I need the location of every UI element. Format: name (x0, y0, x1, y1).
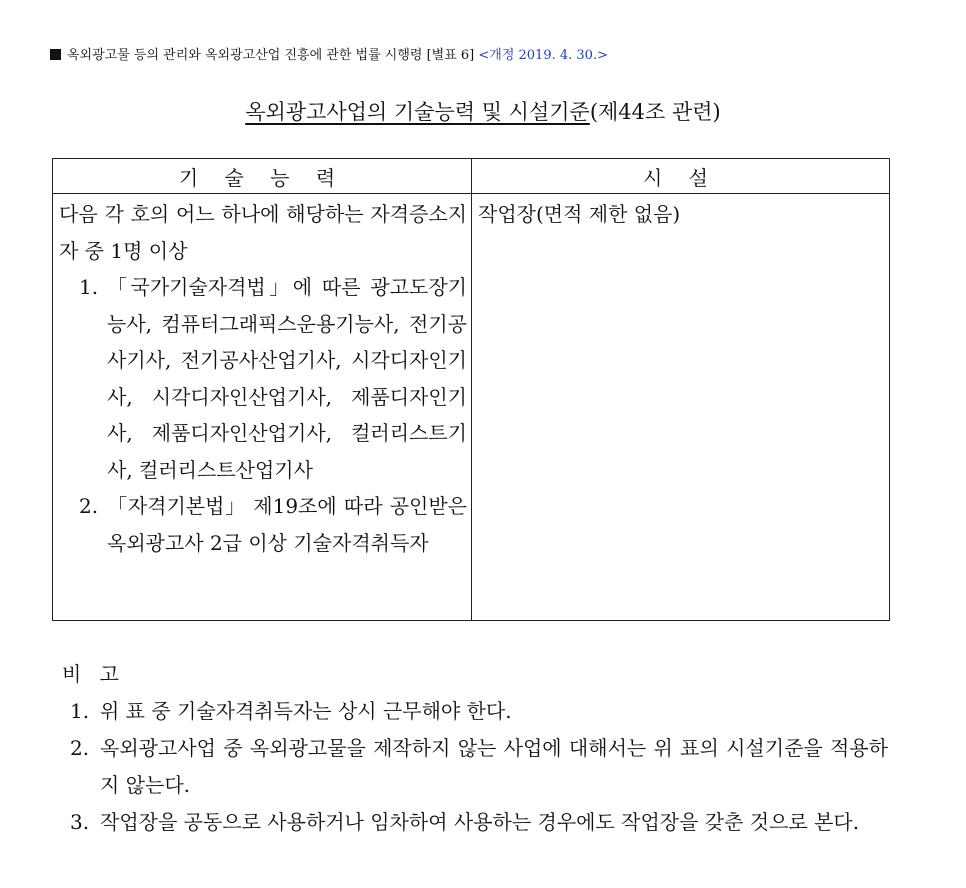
list-item-text: 「국가기술자격법」에 따른 광고도장기능사, 컴퓨터그래픽스운용기능사, 전기공사기사, 전기공사산업기사, 시각디자인기사, 시각디자인산업기사, 제품디자인기사, 제품디자인산업기사, 컬러리스트기사, 컬러리스트산업기사 (107, 275, 467, 482)
remark-text: 작업장을 공동으로 사용하거나 임차하여 사용하는 경우에도 작업장을 갖춘 것으로 본다. (100, 810, 860, 834)
remarks-section (62, 656, 888, 841)
table-header-row (53, 159, 890, 194)
remark-number: 2. (70, 736, 90, 760)
list-item-number: 2. (79, 494, 99, 518)
remark-item (62, 730, 888, 804)
facility-text: 작업장(면적 제한 없음) (478, 202, 681, 226)
law-reference: 옥외광고물 등의 관리와 옥외광고산업 진흥에 관한 법률 시행령 [별표 6] (67, 48, 475, 63)
list-item (59, 269, 467, 488)
header-technical-capability: 기 술 능 력 (53, 159, 472, 194)
requirements-table (52, 158, 890, 621)
law-reference-line (50, 44, 608, 63)
remark-text: 옥외광고사업 중 옥외광고물을 제작하지 않는 사업에 대해서는 위 표의 시설기준을 적용하지 않는다. (100, 736, 888, 797)
remark-item (62, 804, 888, 841)
remark-text: 위 표 중 기술자격취득자는 상시 근무해야 한다. (100, 699, 512, 723)
black-square-icon (50, 49, 61, 60)
document-title-suffix: (제44조 관련) (589, 100, 721, 124)
table-row (53, 194, 890, 621)
technical-capability-cell (53, 194, 472, 621)
remark-number: 1. (70, 699, 90, 723)
technical-intro: 다음 각 호의 어느 하나에 해당하는 자격증소지자 중 1명 이상 (59, 202, 467, 263)
list-item (59, 488, 467, 561)
remarks-title: 비 고 (62, 662, 125, 686)
remark-number: 3. (70, 810, 90, 834)
list-item-text: 「자격기본법」 제19조에 따라 공인받은 옥외광고사 2급 이상 기술자격취득자 (107, 494, 467, 555)
revision-note: <개정 2019. 4. 30.> (478, 48, 608, 63)
header-facility: 시 설 (472, 159, 890, 194)
facility-cell (472, 194, 890, 621)
remark-item (62, 693, 888, 730)
list-item-number: 1. (79, 275, 99, 299)
document-title-main: 옥외광고사업의 기술능력 및 시설기준 (245, 100, 590, 124)
document-title (0, 96, 966, 126)
